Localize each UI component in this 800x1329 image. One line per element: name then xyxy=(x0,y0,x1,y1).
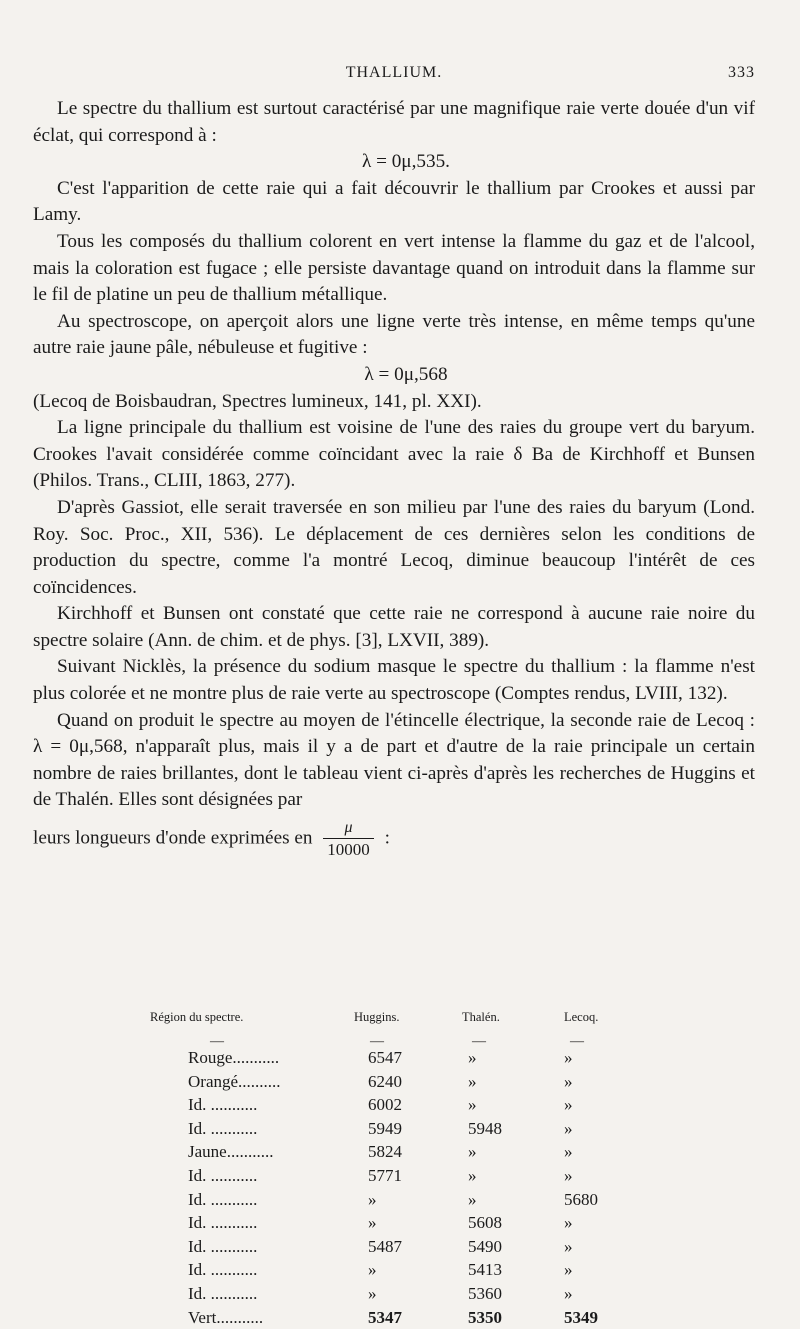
page-number: 333 xyxy=(728,64,755,81)
cell-thalen: 5490 xyxy=(468,1236,502,1256)
cell-huggins: 5771 xyxy=(368,1165,402,1185)
table-row xyxy=(150,1140,630,1164)
table-row xyxy=(150,1258,630,1282)
cell-lecoq: » xyxy=(564,1260,573,1280)
cell-huggins: » xyxy=(368,1189,377,1209)
cell-thalen: 5350 xyxy=(468,1307,502,1327)
cell-thalen: » xyxy=(468,1165,477,1185)
cell-region: Id. ........... xyxy=(188,1165,258,1185)
cell-huggins: 5487 xyxy=(368,1236,402,1256)
table-row xyxy=(150,1117,630,1141)
cell-region: Jaune........... xyxy=(188,1142,274,1162)
header-dashes xyxy=(150,1034,630,1049)
cell-huggins: » xyxy=(368,1213,377,1233)
cell-huggins: 6240 xyxy=(368,1071,402,1091)
paragraph: Kirchhoff et Bunsen ont constaté que cette raie ne correspond à aucune raie noire du spectre solaire (Ann. de chim. et de phys. [3], LXVII, 389). xyxy=(33,603,755,651)
cell-lecoq: » xyxy=(564,1283,573,1303)
cell-thalen: 5413 xyxy=(468,1260,502,1280)
table-row xyxy=(150,1070,630,1094)
cell-lecoq: » xyxy=(564,1213,573,1233)
header-huggins: Huggins. xyxy=(354,1010,400,1024)
page-title: THALLIUM. xyxy=(345,64,443,81)
cell-thalen: » xyxy=(468,1048,477,1067)
cell-lecoq: » xyxy=(564,1048,573,1067)
paragraph: Suivant Nicklès, la présence du sodium masque le spectre du thallium : la flamme n'est plus colorée et ne montre plus de raie verte au spectroscope (Comptes rendus, LVIII, 132). xyxy=(33,656,755,705)
paragraph: Le spectre du thallium est surtout caractérisé par une magnifique raie verte douée d'un vif éclat, qui correspond à : xyxy=(33,98,755,146)
cell-lecoq: 5349 xyxy=(564,1307,598,1327)
cell-region: Rouge........... xyxy=(188,1048,280,1067)
cell-region: Id. ........... xyxy=(188,1189,258,1209)
fraction-denominator: 10000 xyxy=(323,838,374,858)
header-lecoq: Lecoq. xyxy=(564,1010,599,1024)
cell-lecoq: » xyxy=(564,1071,573,1091)
cell-huggins: 6002 xyxy=(368,1095,402,1115)
paragraph: Au spectroscope, on aperçoit alors une ligne verte très intense, en même temps qu'une autre raie jaune pâle, nébuleuse et fugitive : xyxy=(33,310,755,359)
paragraph: La ligne principale du thallium est voisine de l'une des raies du groupe vert du baryum. Crookes l'avait considérée comme coïncidant avec la raie δ Ba de Kirchhoff et Bunsen (Philos. Trans., CLIII, 1863, 277). xyxy=(33,417,755,492)
cell-lecoq: » xyxy=(564,1142,573,1162)
cell-region: Id. ........... xyxy=(188,1118,258,1138)
table-header xyxy=(150,1010,630,1034)
paragraph: (Lecoq de Boisbaudran, Spectres lumineux, 141, pl. XXI). xyxy=(33,390,482,412)
fraction-colon: : xyxy=(384,827,390,849)
table-row xyxy=(150,1188,630,1212)
header-thalen: Thalén. xyxy=(462,1010,500,1024)
cell-thalen: 5360 xyxy=(468,1283,502,1303)
dash: — xyxy=(370,1034,384,1049)
cell-huggins: 6547 xyxy=(368,1048,402,1067)
cell-lecoq: » xyxy=(564,1118,573,1138)
fraction xyxy=(323,820,374,858)
table-row xyxy=(150,1235,630,1259)
paragraph: Quand on produit le spectre au moyen de l'étincelle électrique, la seconde raie de Lecoq : λ = 0μ,568, n'apparaît plus, mais il y a de part et d'autre de la raie principale un certain nombre de raies brillantes, dont le tableau vient ci-après d'après les recherches de Huggins et de Thalén. Elles sont désignées par xyxy=(33,709,755,811)
running-header xyxy=(33,64,755,86)
cell-huggins: 5824 xyxy=(368,1142,402,1162)
table-row xyxy=(150,1046,630,1070)
formula: λ = 0μ,568 xyxy=(364,363,448,385)
paragraph: C'est l'apparition de cette raie qui a fait découvrir le thallium par Crookes et aussi par Lamy. xyxy=(33,177,755,226)
cell-huggins: 5949 xyxy=(368,1118,402,1138)
cell-lecoq: » xyxy=(564,1165,573,1185)
formula: λ = 0μ,535. xyxy=(362,151,450,173)
dash: — xyxy=(570,1034,584,1049)
fraction-line xyxy=(33,820,755,858)
cell-region: Vert........... xyxy=(188,1307,264,1327)
table-row xyxy=(150,1164,630,1188)
cell-lecoq: » xyxy=(564,1236,573,1256)
cell-huggins: » xyxy=(368,1283,377,1303)
cell-thalen: » xyxy=(468,1095,477,1115)
dash: — xyxy=(472,1034,486,1049)
cell-region: Id. ........... xyxy=(188,1236,258,1256)
cell-thalen: 5608 xyxy=(468,1213,502,1233)
paragraph: D'après Gassiot, elle serait traversée en son milieu par l'une des raies du baryum (Lond. Roy. Soc. Proc., XII, 536). Le déplacement de ces dernières selon les conditions de production du spectre, comme l'a montré Lecoq, diminue beaucoup l'intérêt de ces coïncidences. xyxy=(33,496,755,598)
paragraph: Tous les composés du thallium colorent en vert intense la flamme du gaz et de l'alcool, mais la coloration est fugace ; elle persiste davantage quand on introduit dans la flamme sur le fil de platine un peu de thallium métallique. xyxy=(33,230,755,306)
fraction-line-text: leurs longueurs d'onde exprimées en xyxy=(33,827,313,849)
table-row xyxy=(150,1093,630,1117)
cell-thalen: » xyxy=(468,1071,477,1091)
cell-huggins: 5347 xyxy=(368,1307,402,1327)
table-row xyxy=(150,1306,630,1329)
spectrum-table xyxy=(150,1010,630,1329)
cell-thalen: » xyxy=(468,1142,477,1162)
table-row xyxy=(150,1211,630,1235)
cell-lecoq: » xyxy=(564,1095,573,1115)
cell-lecoq: 5680 xyxy=(564,1189,598,1209)
cell-region: Id. ........... xyxy=(188,1260,258,1280)
cell-region: Id. ........... xyxy=(188,1283,258,1303)
header-region: Région du spectre. xyxy=(150,1010,244,1024)
cell-region: Orangé.......... xyxy=(188,1071,281,1091)
cell-thalen: 5948 xyxy=(468,1118,502,1138)
table-row xyxy=(150,1282,630,1306)
body-text xyxy=(33,96,755,858)
cell-region: Id. ........... xyxy=(188,1213,258,1233)
dash: — xyxy=(210,1034,224,1049)
cell-huggins: » xyxy=(368,1260,377,1280)
cell-region: Id. ........... xyxy=(188,1095,258,1115)
fraction-numerator: μ xyxy=(344,819,353,837)
cell-thalen: » xyxy=(468,1189,477,1209)
